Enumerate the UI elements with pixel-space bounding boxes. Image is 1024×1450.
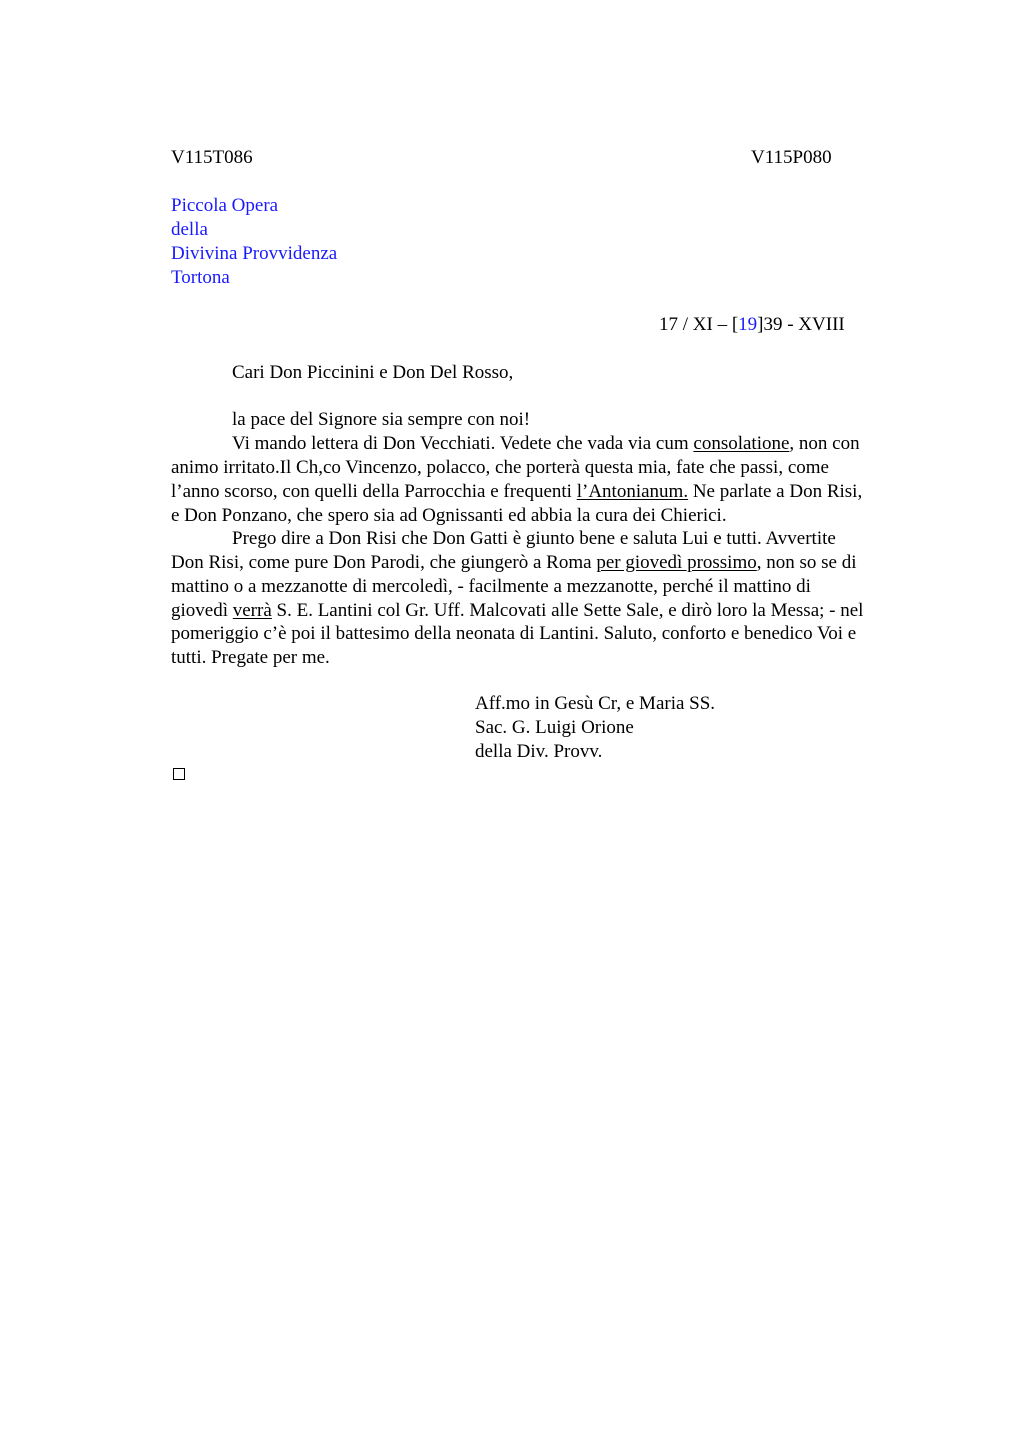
letterhead-line-1: Piccola Opera [171, 195, 279, 216]
underlined-text: l’Antonianum. [576, 481, 689, 502]
text-run: S. E. Lantini col Gr. Uff. Malcovati alle Sette Sale, e dirò loro la Messa; - nel [271, 600, 864, 621]
closing-line-1: Aff.mo in Gesù Cr, e Maria SS. [475, 693, 716, 714]
document-code-right: V115P080 [751, 147, 832, 168]
date-year-insert: 19 [738, 314, 758, 335]
letterhead-line-3: Divivina Provvidenza [171, 243, 338, 264]
text-run: Vi mando lettera di Don Vecchiati. Vedete che vada via cum [232, 433, 694, 454]
document-code-left: V115T086 [171, 147, 253, 168]
salutation: Cari Don Piccinini e Don Del Rosso, [232, 362, 514, 383]
closing-line-2: Sac. G. Luigi Orione [475, 717, 634, 738]
end-marker-box [173, 768, 185, 780]
text-run: Ne parlate a Don Risi, [688, 481, 863, 502]
body-line: Prego dire a Don Risi che Don Gatti è giunto bene e saluta Lui e tutti. Avvertite [232, 528, 836, 549]
letter-date [659, 314, 845, 336]
underlined-text: consolatione [693, 433, 790, 454]
body-line [232, 432, 860, 456]
body-line [171, 599, 863, 623]
body-line [171, 551, 857, 575]
text-run: , non so se di [756, 552, 857, 573]
body-line: pomeriggio c’è poi il battesimo della neonata di Lantini. Saluto, conforto e benedico Voi e [171, 623, 857, 644]
underlined-text: verrà [232, 600, 272, 621]
date-prefix: 17 / XI – [ [659, 314, 739, 335]
closing-line-3: della Div. Provv. [475, 741, 603, 762]
text-run: l’anno scorso, con quelli della Parrocchia e frequenti [171, 481, 577, 502]
body-line: e Don Ponzano, che spero sia ad Ognissanti ed abbia la cura dei Chierici. [171, 505, 727, 526]
letterhead-line-2: della [171, 219, 208, 240]
body-line [171, 480, 862, 504]
date-suffix: ]39 - XVIII [757, 314, 845, 335]
underlined-text: per giovedì prossimo [596, 552, 757, 573]
text-run: Don Risi, come pure Don Parodi, che giungerò a Roma [171, 552, 597, 573]
text-run: giovedì [171, 600, 233, 621]
body-greeting: la pace del Signore sia sempre con noi! [232, 409, 531, 430]
text-run: , non con [789, 433, 860, 454]
body-line: animo irritato.Il Ch,co Vincenzo, polacco, che porterà questa mia, fate che passi, come [171, 457, 829, 478]
letterhead-line-4: Tortona [171, 267, 230, 288]
body-line: mattino o a mezzanotte di mercoledì, - facilmente a mezzanotte, perché il mattino di [171, 576, 811, 597]
body-line: tutti. Pregate per me. [171, 647, 330, 668]
